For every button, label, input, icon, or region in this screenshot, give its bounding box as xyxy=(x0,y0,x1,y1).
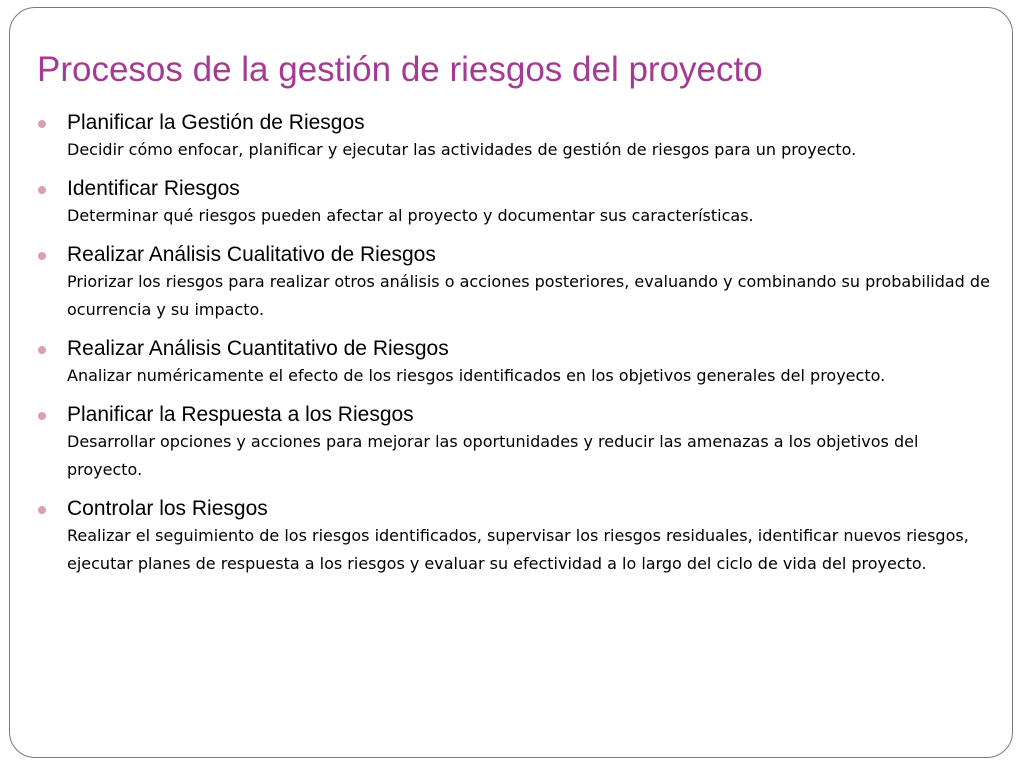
bullet-icon xyxy=(38,412,46,420)
list-item-identify-risks xyxy=(37,176,992,230)
list-item-plan-risk-responses xyxy=(37,402,992,484)
item-description: Desarrollar opciones y acciones para mejorar las oportunidades y reducir las amenazas a los objetivos del proyecto. xyxy=(67,432,919,479)
list-item-plan-risk-management xyxy=(37,110,992,164)
bullet-icon xyxy=(38,346,46,354)
item-heading: Identificar Riesgos xyxy=(67,177,240,200)
bullet-icon xyxy=(38,506,46,514)
bullet-icon xyxy=(38,252,46,260)
item-description: Realizar el seguimiento de los riesgos identificados, supervisar los riesgos residuales, identificar nuevos riesgos, ejecutar planes de respuesta a los riesgos y evaluar su efectividad a lo largo del ciclo de vida del proyecto. xyxy=(67,526,969,573)
bullet-icon xyxy=(38,120,46,128)
item-heading: Planificar la Gestión de Riesgos xyxy=(67,111,365,134)
item-description: Decidir cómo enfocar, planificar y ejecutar las actividades de gestión de riesgos para un proyecto. xyxy=(67,140,857,159)
item-heading: Controlar los Riesgos xyxy=(67,497,268,520)
process-list xyxy=(37,110,992,590)
item-heading: Realizar Análisis Cuantitativo de Riesgos xyxy=(67,337,449,360)
list-item-qualitative-analysis xyxy=(37,242,992,324)
slide-title: Procesos de la gestión de riesgos del proyecto xyxy=(37,50,763,89)
list-item-quantitative-analysis xyxy=(37,336,992,390)
list-item-control-risks xyxy=(37,496,992,578)
item-description: Analizar numéricamente el efecto de los riesgos identificados en los objetivos generales del proyecto. xyxy=(67,366,886,385)
item-heading: Planificar la Respuesta a los Riesgos xyxy=(67,403,414,426)
item-description: Priorizar los riesgos para realizar otros análisis o acciones posteriores, evaluando y combinando su probabilidad de ocurrencia y su impacto. xyxy=(67,272,990,319)
item-description: Determinar qué riesgos pueden afectar al proyecto y documentar sus características. xyxy=(67,206,754,225)
bullet-icon xyxy=(38,186,46,194)
item-heading: Realizar Análisis Cualitativo de Riesgos xyxy=(67,243,436,266)
